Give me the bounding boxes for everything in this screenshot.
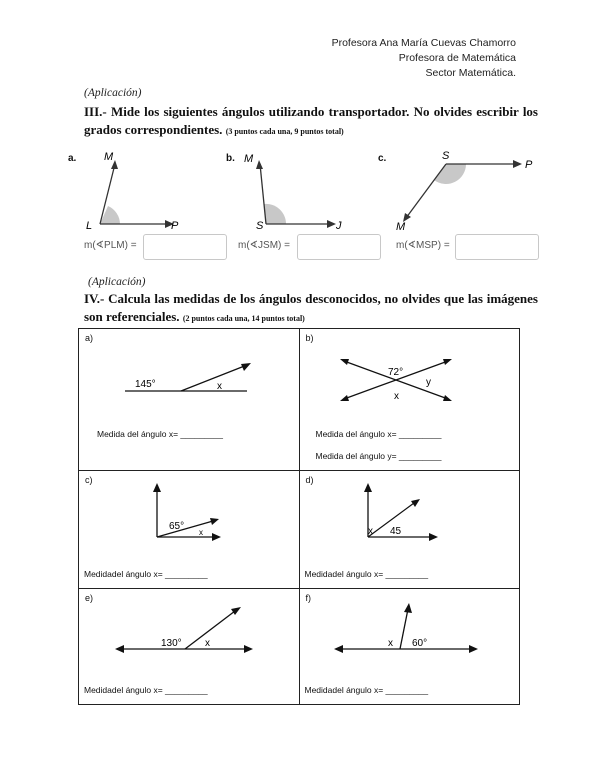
cell-b-y-label: y <box>425 377 431 388</box>
figure-a-answer-box[interactable] <box>143 234 227 260</box>
section3-title-text: III.- Mide los siguientes ángulos utilizando transportador. No olvides escribir los grados correspondientes. <box>84 104 538 137</box>
figure-c-vertex-p: P <box>525 159 533 171</box>
cell-c-x-label: x <box>199 528 203 537</box>
figure-a-measure-label: m(∢PLM) = <box>84 240 137 251</box>
cell-b-angle-label: 72° <box>387 367 403 378</box>
teacher-role: Profesora de Matemática <box>398 52 516 64</box>
cell-b-letter: b) <box>305 333 314 343</box>
cell-e-question: Medidadel ángulo x= _________ <box>84 685 208 695</box>
figure-c-vertex-s: S <box>442 150 450 162</box>
teacher-header <box>332 36 516 81</box>
figure-c-answer-box[interactable] <box>455 234 539 260</box>
section3-title <box>84 103 538 141</box>
figure-a-angle <box>80 148 200 238</box>
cell-f-angle-label: 60° <box>411 638 427 649</box>
section4-tag: (Aplicación) <box>88 276 146 288</box>
section3-points: (3 puntos cada una, 9 puntos total) <box>225 127 344 136</box>
teacher-name: Profesora Ana María Cuevas Chamorro <box>331 37 516 49</box>
figure-b-letter: b. <box>226 153 235 164</box>
cell-c <box>79 471 300 589</box>
figure-b-vertex-s: S <box>256 220 264 232</box>
cell-a-angle-label: 145° <box>135 379 156 390</box>
teacher-sector: Sector Matemática. <box>425 67 516 79</box>
cell-c-question: Medidadel ángulo x= _________ <box>84 569 208 579</box>
figure-b-answer-box[interactable] <box>297 234 381 260</box>
cell-f-x-label: x <box>387 638 393 649</box>
cell-f-figure <box>328 599 488 659</box>
section4-title-text: IV.- Calcula las medidas de los ángulos desconocidos, no olvides que las imágenes son referenciales. <box>84 291 538 324</box>
section4-title <box>84 290 538 328</box>
cell-b-figure <box>330 351 470 409</box>
cell-a-question: Medida del ángulo x= _________ <box>97 429 223 439</box>
section3-tag: (Aplicación) <box>84 87 142 99</box>
cell-d-letter: d) <box>305 475 314 485</box>
cell-c-angle-label: 65° <box>169 521 185 532</box>
figure-a-vertex-m: M <box>104 151 114 163</box>
figure-c-measure-label: m(∢MSP) = <box>396 240 450 251</box>
cell-c-figure <box>139 477 229 547</box>
cell-e-angle-label: 130° <box>161 638 182 649</box>
figure-c-angle <box>388 148 538 238</box>
cell-f-letter: f) <box>305 593 311 603</box>
exercise-grid <box>78 328 520 705</box>
figure-b-vertex-m: M <box>244 153 254 165</box>
cell-e-x-label: x <box>205 638 210 649</box>
cell-f <box>299 589 520 705</box>
cell-e-letter: e) <box>85 593 94 603</box>
figure-b-vertex-j: J <box>336 220 342 232</box>
cell-f-question: Medidadel ángulo x= _________ <box>304 685 429 695</box>
cell-d-question: Medidadel ángulo x= _________ <box>304 569 429 579</box>
figure-c-letter: c. <box>378 153 387 164</box>
figure-a-vertex-p: P <box>171 220 179 232</box>
figure-b-angle <box>238 148 358 238</box>
figure-a-vertex-l: L <box>86 220 93 232</box>
figure-b-measure-label: m(∢JSM) = <box>238 240 290 251</box>
figure-c-vertex-m: M <box>396 221 406 233</box>
cell-b-question-x: Medida del ángulo x= _________ <box>315 429 442 439</box>
cell-b <box>299 329 520 471</box>
cell-d <box>299 471 520 589</box>
cell-e-figure <box>109 599 259 659</box>
cell-c-letter: c) <box>85 475 93 485</box>
cell-a-figure <box>119 359 259 399</box>
cell-b-x-label: x <box>393 391 399 402</box>
cell-d-x-label: x <box>367 526 373 537</box>
cell-b-question-y: Medida del ángulo y= _________ <box>315 451 442 461</box>
cell-a-x-label: x <box>217 381 222 392</box>
cell-d-figure <box>350 477 450 547</box>
section4-points: (2 puntos cada una, 14 puntos total) <box>182 314 305 323</box>
cell-e <box>79 589 300 705</box>
cell-d-angle-label: 45 <box>389 526 401 537</box>
figure-a-letter: a. <box>68 153 77 164</box>
cell-a-letter: a) <box>85 333 94 343</box>
cell-a <box>79 329 300 471</box>
